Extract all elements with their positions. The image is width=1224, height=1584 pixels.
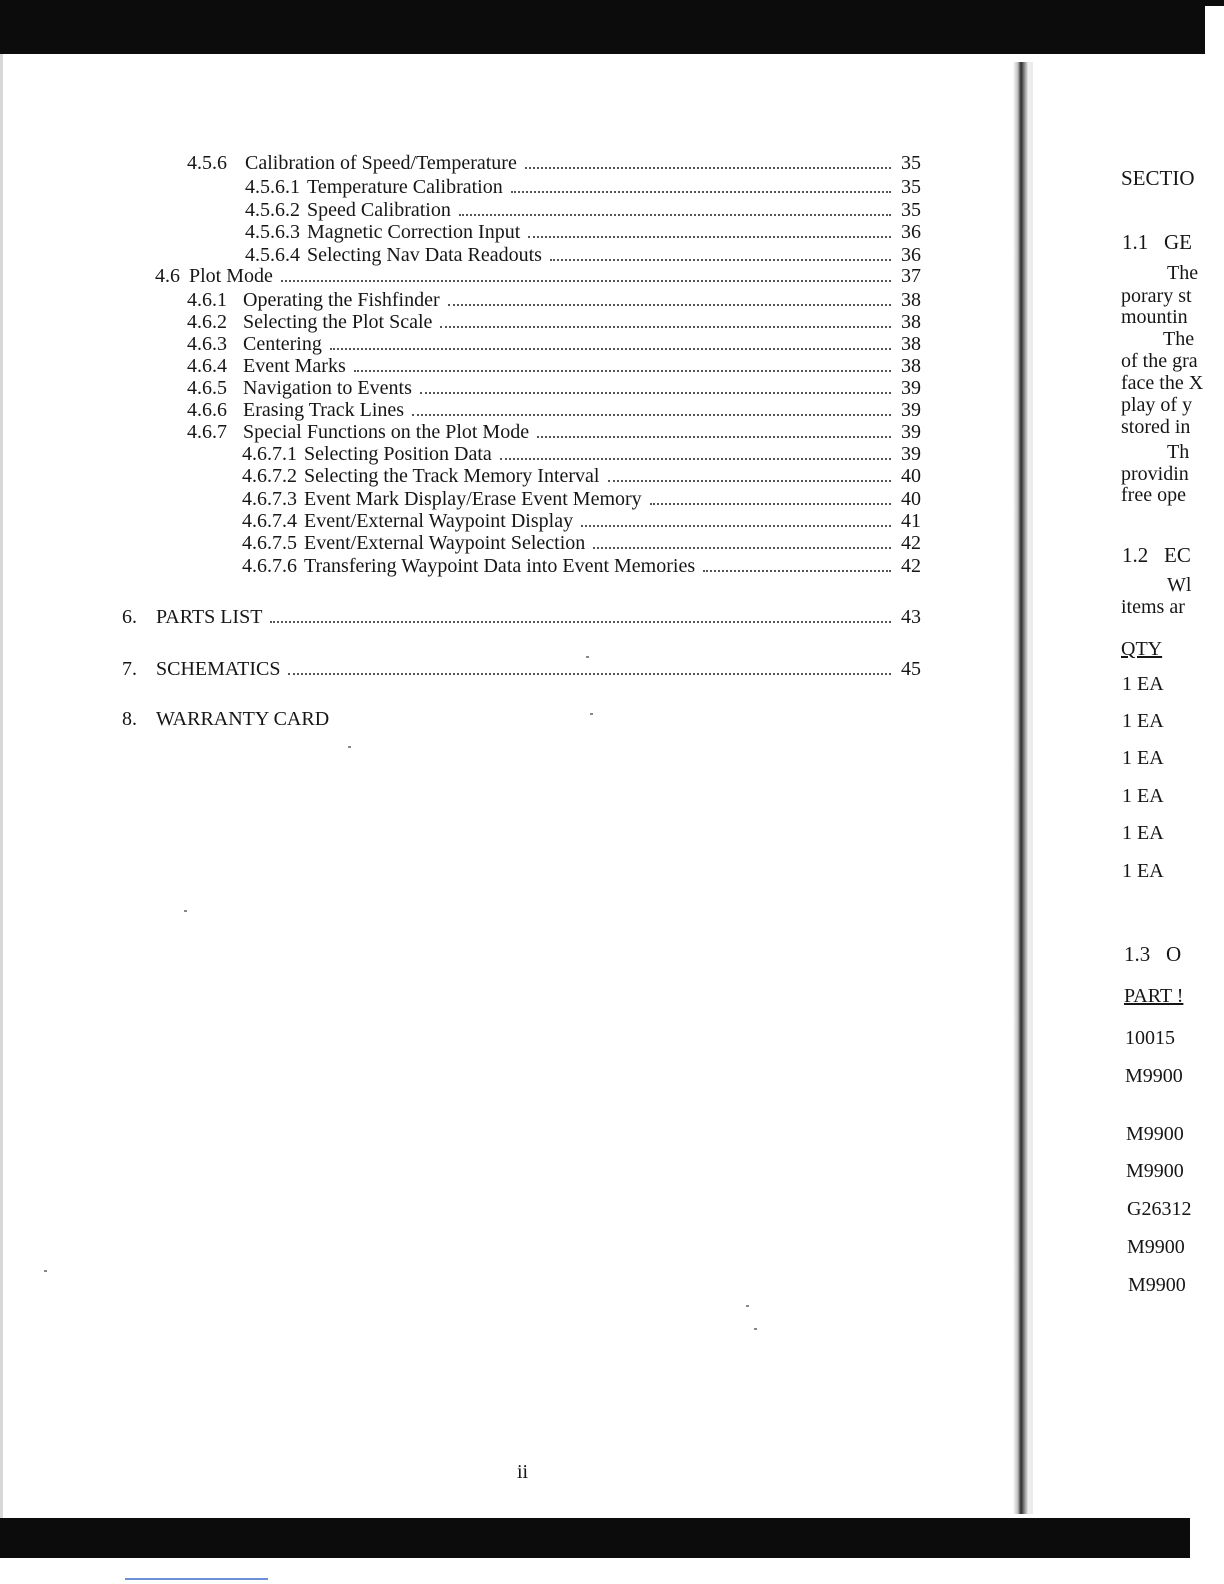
toc-leader-dots: [270, 621, 891, 623]
toc-leader-dots: [581, 525, 891, 527]
toc-page-number: 38: [901, 289, 921, 311]
scan-speck: [586, 656, 589, 658]
toc-entry: [245, 174, 921, 198]
toc-entry: [122, 604, 921, 628]
toc-number: 4.6.7: [187, 421, 227, 443]
toc-leader-dots: [511, 191, 891, 193]
section-heading-fragment: SECTIO: [1121, 166, 1195, 190]
scan-blue-line: [125, 1578, 268, 1580]
toc-entry: [242, 508, 921, 532]
subsection-heading-fragment: 1.1 GE: [1122, 230, 1192, 254]
scan-top-border: [0, 0, 1205, 54]
toc-page-number: 40: [901, 465, 921, 487]
toc-page-number: 40: [901, 488, 921, 510]
toc-number: 4.6.6: [187, 399, 227, 421]
part-number: M9900: [1128, 1274, 1186, 1296]
toc-number: 4.5.6.2: [245, 199, 300, 221]
body-text-fragment: The: [1163, 328, 1195, 350]
qty-value: 1 EA: [1122, 710, 1164, 732]
toc-entry: [242, 486, 921, 510]
body-text-fragment: face the X: [1121, 372, 1204, 394]
body-text-fragment: porary st: [1121, 285, 1192, 307]
toc-entry: [242, 463, 921, 487]
toc-entry: [187, 419, 921, 443]
toc-leader-dots: [420, 392, 891, 394]
scan-speck: [44, 1270, 47, 1272]
toc-leader-dots: [330, 348, 891, 350]
toc-title: Erasing Track Lines: [243, 399, 405, 421]
toc-number: 4.6.5: [187, 377, 227, 399]
toc-page-number: 38: [901, 333, 921, 355]
part-number: 10015: [1125, 1027, 1175, 1049]
toc-title: PARTS LIST: [156, 606, 263, 628]
toc-entry: [187, 309, 921, 333]
toc-page-number: 35: [901, 176, 921, 198]
qty-column-header: QTY: [1121, 638, 1163, 660]
scan-speck: [754, 1328, 757, 1330]
toc-entry: [187, 287, 921, 311]
toc-title: WARRANTY CARD: [156, 708, 330, 730]
toc-title: Plot Mode: [189, 265, 273, 287]
body-text-fragment: providin: [1121, 463, 1189, 485]
toc-leader-dots: [703, 570, 891, 572]
toc-number: 4.5.6.1: [245, 176, 300, 198]
toc-page-number: 39: [901, 377, 921, 399]
toc-leader-dots: [281, 280, 891, 282]
body-text-fragment: items ar: [1121, 596, 1185, 618]
toc-title: Event/External Waypoint Selection: [304, 532, 586, 554]
toc-entry: [122, 708, 329, 730]
toc-entry: [155, 263, 921, 287]
body-text-fragment: stored in: [1121, 416, 1191, 438]
scan-speck: [348, 746, 351, 748]
body-text-fragment: play of y: [1121, 394, 1193, 416]
toc-leader-dots: [288, 673, 891, 675]
toc-number: 4.6.7.4: [242, 510, 297, 532]
subsection-heading-fragment: 1.2 EC: [1122, 543, 1191, 567]
toc-page-number: 37: [901, 265, 921, 287]
toc-title: Event Marks: [243, 355, 346, 377]
toc-title: Operating the Fishfinder: [243, 289, 440, 311]
scan-speck: [184, 910, 187, 912]
toc-leader-dots: [650, 503, 891, 505]
part-number: M9900: [1127, 1236, 1185, 1258]
toc-page-number: 36: [901, 244, 921, 266]
qty-value: 1 EA: [1122, 747, 1164, 769]
toc-number: 4.5.6.4: [245, 244, 300, 266]
toc-leader-dots: [593, 547, 891, 549]
toc-page-number: 38: [901, 355, 921, 377]
toc-page-number: 35: [901, 152, 921, 174]
toc-title: Event/External Waypoint Display: [304, 510, 574, 532]
scan-speck: [746, 1305, 749, 1307]
toc-leader-dots: [500, 458, 891, 460]
scan-left-edge: [0, 54, 3, 1518]
toc-page-number: 39: [901, 421, 921, 443]
toc-number: 4.6.3: [187, 333, 227, 355]
toc-entry: [242, 530, 921, 554]
toc-entry: [187, 331, 921, 355]
toc-title: Selecting the Track Memory Interval: [304, 465, 600, 487]
toc-title: Special Functions on the Plot Mode: [243, 421, 530, 443]
toc-entry: [242, 553, 921, 577]
toc-title: Navigation to Events: [243, 377, 412, 399]
toc-leader-dots: [448, 304, 891, 306]
toc-page-number: 43: [901, 606, 921, 628]
toc-title: Centering: [243, 333, 322, 355]
toc-number: 4.6.7.2: [242, 465, 297, 487]
body-text-fragment: mountin: [1121, 306, 1188, 328]
toc-title: Event Mark Display/Erase Event Memory: [304, 488, 642, 510]
toc-leader-dots: [440, 326, 891, 328]
toc-page-number: 42: [901, 555, 921, 577]
toc-number: 4.6.7.6: [242, 555, 297, 577]
toc-entry: [187, 150, 921, 174]
toc-page-number: 39: [901, 399, 921, 421]
toc-page-number: 41: [901, 510, 921, 532]
part-number: M9900: [1126, 1123, 1184, 1145]
qty-value: 1 EA: [1122, 673, 1164, 695]
toc-title: SCHEMATICS: [156, 658, 281, 680]
toc-number: 4.6.1: [187, 289, 227, 311]
toc-number: 4.6: [155, 265, 180, 287]
toc-page-number: 45: [901, 658, 921, 680]
toc-page-number: 39: [901, 443, 921, 465]
body-text-fragment: of the gra: [1121, 350, 1198, 372]
book-spine-shadow: [1029, 62, 1033, 1514]
toc-leader-dots: [525, 167, 891, 169]
toc-title: Magnetic Correction Input: [307, 221, 521, 243]
toc-number: 4.6.4: [187, 355, 227, 377]
toc-leader-dots: [354, 370, 891, 372]
toc-page-number: 38: [901, 311, 921, 333]
toc-number: 4.6.2: [187, 311, 227, 333]
toc-title: Selecting the Plot Scale: [243, 311, 433, 333]
toc-leader-dots: [528, 236, 891, 238]
toc-number: 7.: [122, 658, 137, 680]
toc-title: Calibration of Speed/Temperature: [245, 152, 517, 174]
toc-entry: [122, 656, 921, 680]
body-text-fragment: The: [1167, 262, 1199, 284]
toc-entry: [187, 353, 921, 377]
toc-title: Speed Calibration: [307, 199, 451, 221]
toc-title: Selecting Nav Data Readouts: [307, 244, 542, 266]
page-number: ii: [517, 1461, 529, 1483]
subsection-heading-fragment: 1.3 O: [1124, 942, 1182, 966]
toc-number: 8.: [122, 708, 137, 730]
qty-value: 1 EA: [1122, 785, 1164, 807]
scan-top-border-right: [1150, 0, 1224, 6]
body-text-fragment: Wl: [1167, 574, 1192, 596]
toc-page-number: 35: [901, 199, 921, 221]
toc-page-number: 42: [901, 532, 921, 554]
toc-entry: [245, 197, 921, 221]
book-spine-gutter: [1013, 62, 1029, 1514]
part-number: G26312: [1127, 1198, 1192, 1220]
body-text-fragment: free ope: [1121, 484, 1186, 506]
part-number: M9900: [1126, 1160, 1184, 1182]
toc-entry: [242, 441, 921, 465]
toc-number: 4.6.7.5: [242, 532, 297, 554]
qty-value: 1 EA: [1122, 860, 1164, 882]
toc-leader-dots: [459, 214, 891, 216]
toc-number: 4.5.6.3: [245, 221, 300, 243]
toc-number: 4.5.6: [187, 152, 227, 174]
toc-title: Transfering Waypoint Data into Event Memories: [304, 555, 696, 577]
scan-speck: [590, 713, 593, 715]
toc-leader-dots: [412, 414, 891, 416]
qty-value: 1 EA: [1122, 822, 1164, 844]
toc-leader-dots: [550, 259, 891, 261]
toc-title: Selecting Position Data: [304, 443, 492, 465]
part-number: M9900: [1125, 1065, 1183, 1087]
part-column-header: PART !: [1124, 985, 1184, 1007]
toc-leader-dots: [537, 436, 891, 438]
toc-number: 6.: [122, 606, 137, 628]
toc-page-number: 36: [901, 221, 921, 243]
toc-entry: [245, 219, 921, 243]
toc-entry: [187, 375, 921, 399]
toc-leader-dots: [608, 480, 892, 482]
toc-title: Temperature Calibration: [307, 176, 503, 198]
toc-number: 4.6.7.3: [242, 488, 297, 510]
toc-number: 4.6.7.1: [242, 443, 297, 465]
scan-bottom-border: [0, 1518, 1190, 1558]
toc-entry: [187, 397, 921, 421]
body-text-fragment: Th: [1167, 441, 1190, 463]
